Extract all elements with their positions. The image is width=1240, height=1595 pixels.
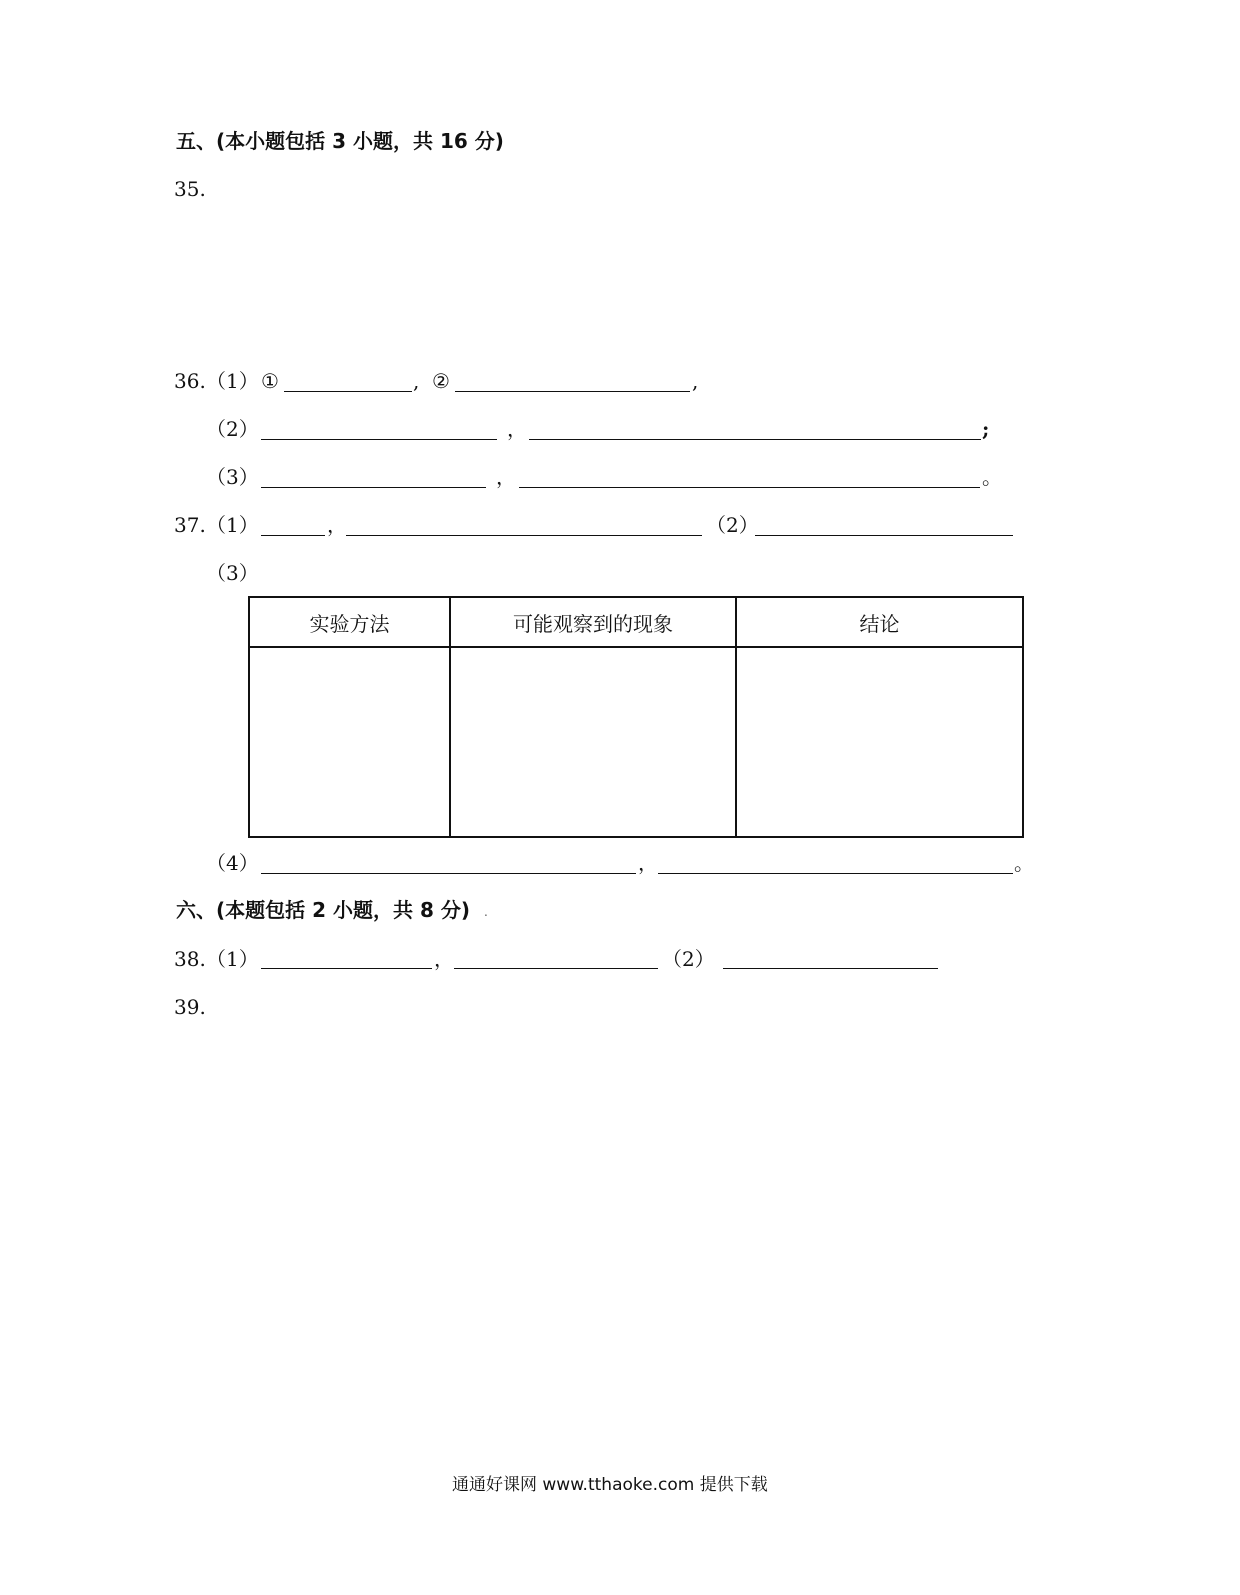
q37-part1-label: （1） (206, 513, 259, 537)
q36-part3-sep: ， (496, 465, 516, 489)
q36-part2-end: ; (982, 417, 990, 441)
q36-part1-label: （1） (206, 369, 259, 393)
question-36-number: 36. (174, 369, 206, 393)
q36-part1-blank1[interactable] (284, 391, 412, 392)
table-header-method: 实验方法 (249, 597, 450, 647)
q37-answer-table (248, 596, 1024, 838)
q38-part1-blank1[interactable] (261, 968, 432, 969)
table-header-row (249, 597, 1023, 647)
q37-part4-label: （4） (206, 851, 259, 875)
q38-part2-blank[interactable] (723, 968, 938, 969)
section-5-title: 五、(本小题包括 3 小题，共 16 分) (176, 129, 504, 153)
q36-part1-mark2: ② (432, 369, 450, 393)
q36-part3-label: （3） (206, 465, 259, 489)
q36-part3-blank1[interactable] (261, 487, 486, 488)
q36-part1-mark1: ① (261, 369, 279, 393)
q36-part1-blank2[interactable] (455, 391, 690, 392)
table-cell-phenomenon[interactable] (450, 647, 736, 837)
q38-part2-label: （2） (662, 947, 715, 971)
q37-part1-blank1[interactable] (261, 535, 325, 536)
q37-part4-blank1[interactable] (261, 873, 636, 874)
table-header-conclusion: 结论 (736, 597, 1023, 647)
question-35-number: 35. (174, 177, 206, 201)
q36-part3-end: 。 (982, 465, 1002, 489)
q37-part4-sep: ， (638, 851, 658, 875)
q37-part1-blank2[interactable] (346, 535, 702, 536)
q36-part2-sep: ， (507, 417, 527, 441)
q37-part4-end: 。 (1014, 851, 1034, 875)
table-answer-row (249, 647, 1023, 837)
q37-part1-sep: ， (327, 513, 347, 537)
question-37-number: 37. (174, 513, 206, 537)
section-6-title: 六、(本题包括 2 小题，共 8 分) (176, 898, 470, 922)
table-cell-conclusion[interactable] (736, 647, 1023, 837)
q38-part1-blank2[interactable] (454, 968, 658, 969)
section-6-trail: . (484, 905, 488, 919)
table-header-phenomenon: 可能观察到的现象 (450, 597, 736, 647)
q36-part1-end: , (692, 369, 699, 393)
q36-part2-blank2[interactable] (529, 439, 981, 440)
question-39-number: 39. (174, 995, 206, 1019)
q36-part2-blank1[interactable] (261, 439, 497, 440)
table-cell-method[interactable] (249, 647, 450, 837)
q36-part2-label: （2） (206, 417, 259, 441)
q36-part3-blank2[interactable] (519, 487, 980, 488)
q38-part1-sep: ， (434, 947, 454, 971)
q38-part1-label: （1） (206, 947, 259, 971)
q37-part2-label: （2） (706, 513, 759, 537)
q37-part4-blank2[interactable] (658, 873, 1013, 874)
question-38-number: 38. (174, 947, 206, 971)
page-footer: 通通好课网 www.tthaoke.com 提供下载 (452, 1475, 768, 1495)
q37-part3-label: （3） (206, 561, 259, 585)
q37-part2-blank[interactable] (755, 535, 1013, 536)
q36-part1-sep: , (413, 369, 420, 393)
